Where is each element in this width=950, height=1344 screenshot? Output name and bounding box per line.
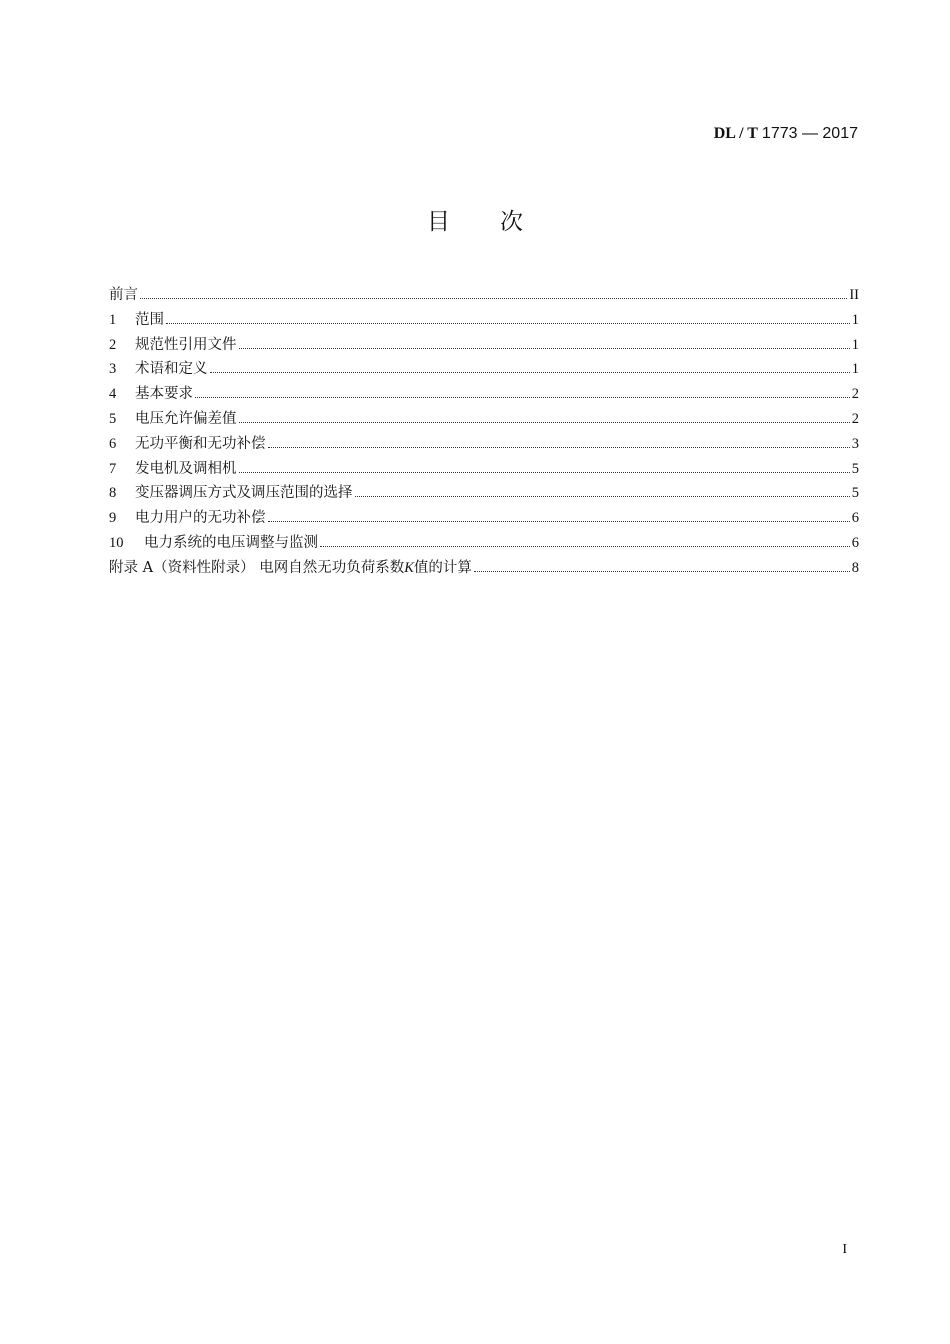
toc-item-label-suffix: 值的计算 bbox=[413, 559, 472, 576]
toc-item-page: 2 bbox=[851, 386, 859, 403]
dot-leader bbox=[239, 348, 850, 349]
document-code bbox=[714, 125, 858, 143]
toc-item-7[interactable] bbox=[109, 457, 859, 482]
toc-item-label: 术语和定义 bbox=[135, 361, 208, 378]
toc-item-number: 1 bbox=[109, 311, 117, 328]
toc-item-page: 6 bbox=[851, 534, 859, 551]
toc-item-label-prefix: 附录 A（资料性附录） 电网自然无功负荷系数 bbox=[109, 559, 405, 576]
toc-item-number: 2 bbox=[109, 336, 117, 353]
toc-item-5[interactable] bbox=[109, 407, 859, 432]
toc-item-appendix-a[interactable] bbox=[109, 556, 859, 581]
toc-item-number: 5 bbox=[109, 410, 117, 427]
dot-leader bbox=[210, 372, 850, 373]
dot-leader bbox=[140, 298, 847, 299]
toc-item-page: 3 bbox=[851, 435, 859, 452]
dot-leader bbox=[195, 397, 850, 398]
page-title: 目次 bbox=[427, 209, 573, 235]
dot-leader bbox=[268, 447, 850, 448]
toc-item-9[interactable] bbox=[109, 506, 859, 531]
toc-item-number: 9 bbox=[109, 510, 117, 527]
toc-item-label-variable: K bbox=[404, 559, 414, 576]
dot-leader bbox=[166, 323, 850, 324]
toc-item-label: 无功平衡和无功补偿 bbox=[135, 435, 266, 452]
toc-item-page: II bbox=[849, 287, 859, 303]
toc-item-8[interactable] bbox=[109, 481, 859, 506]
toc-item-label: 发电机及调相机 bbox=[135, 460, 237, 477]
document-code-number: 1773 — 2017 bbox=[761, 125, 858, 142]
toc-item-3[interactable] bbox=[109, 357, 859, 382]
toc-item-page: 1 bbox=[851, 336, 859, 353]
toc-item-number: 4 bbox=[109, 386, 117, 403]
toc-item-page: 6 bbox=[851, 510, 859, 527]
toc-item-label: 前言 bbox=[109, 287, 138, 303]
toc-item-label: 变压器调压方式及调压范围的选择 bbox=[135, 485, 353, 502]
toc-item-page: 1 bbox=[851, 361, 859, 378]
toc-item-page: 5 bbox=[851, 485, 859, 502]
dot-leader bbox=[239, 422, 850, 423]
toc-item-number: 7 bbox=[109, 460, 117, 477]
document-code-prefix: DL / T bbox=[713, 125, 758, 142]
toc-item-label: 规范性引用文件 bbox=[135, 336, 237, 353]
toc-item-page: 8 bbox=[851, 559, 859, 576]
toc-item-number: 8 bbox=[109, 485, 117, 502]
toc-item-1[interactable] bbox=[109, 308, 859, 333]
toc-item-label: 范围 bbox=[135, 311, 164, 328]
dot-leader bbox=[239, 472, 850, 473]
toc-item-10[interactable] bbox=[109, 531, 859, 556]
dot-leader bbox=[474, 571, 850, 572]
footer-page-number: I bbox=[842, 1242, 847, 1257]
toc-item-label: 电力用户的无功补偿 bbox=[135, 510, 266, 527]
dot-leader bbox=[355, 496, 850, 497]
toc-item-page: 2 bbox=[851, 410, 859, 427]
toc-item-page: 1 bbox=[851, 311, 859, 328]
toc-item-2[interactable] bbox=[109, 333, 859, 358]
toc-item-foreword[interactable] bbox=[109, 283, 859, 308]
toc-item-number: 3 bbox=[109, 361, 117, 378]
toc-item-label: 电力系统的电压调整与监测 bbox=[144, 534, 318, 551]
toc-item-label: 电压允许偏差值 bbox=[135, 410, 237, 427]
toc-item-label bbox=[109, 556, 472, 581]
toc-item-6[interactable] bbox=[109, 432, 859, 457]
table-of-contents bbox=[109, 283, 859, 581]
toc-item-label: 基本要求 bbox=[135, 386, 193, 403]
toc-item-number: 6 bbox=[109, 435, 117, 452]
toc-item-4[interactable] bbox=[109, 382, 859, 407]
toc-item-page: 5 bbox=[851, 460, 859, 477]
dot-leader bbox=[268, 521, 850, 522]
toc-item-number: 10 bbox=[109, 534, 124, 551]
dot-leader bbox=[320, 546, 850, 547]
